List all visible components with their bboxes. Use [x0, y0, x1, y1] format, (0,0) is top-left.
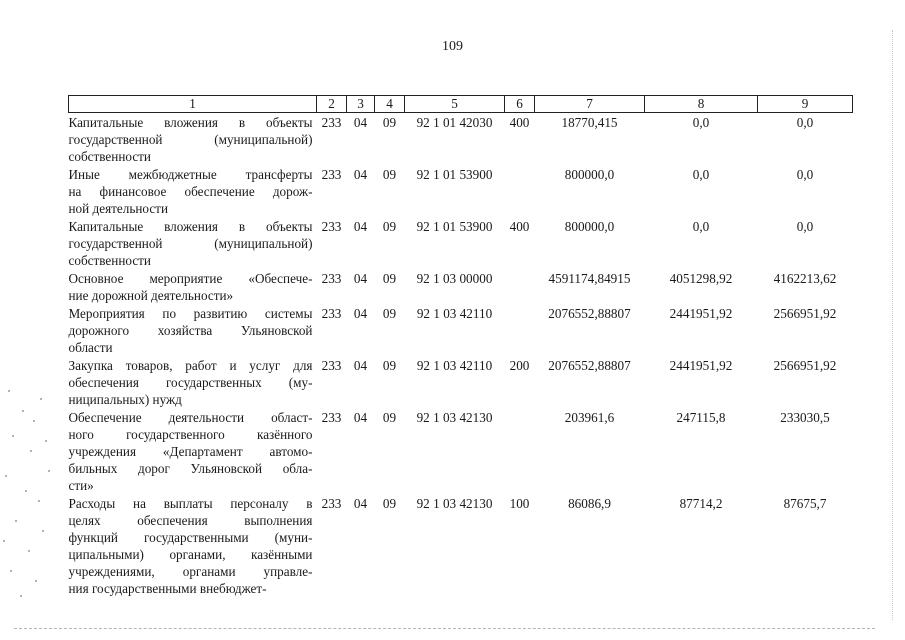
noise-dot: [8, 390, 10, 392]
target-article-code: 92 1 03 42110: [416, 358, 493, 373]
description-line: учреждениями, органами управле-: [68, 564, 313, 579]
description-line: учреждения «Департамент автомо-: [68, 444, 313, 459]
subsection-code: 09: [382, 271, 397, 286]
target-article-code: 92 1 03 42110: [416, 306, 493, 321]
budget-table-container: [68, 95, 852, 597]
amount-col-7: 18770,415: [561, 115, 618, 130]
description-line: целях обеспечения выполнения: [68, 513, 313, 528]
expense-type-code: 400: [509, 115, 530, 130]
noise-dot: [25, 490, 27, 492]
description-line: ниципальных) нужд: [68, 392, 182, 407]
amount-col-7: 203961,6: [564, 410, 615, 425]
expense-type-code: [505, 165, 535, 217]
section-code: 04: [353, 271, 368, 286]
amount-col-8: 0,0: [692, 115, 710, 130]
description-line: Закупка товаров, работ и услуг для: [68, 358, 313, 373]
description-line: ципальными) органами, казёнными: [68, 547, 313, 562]
noise-dot: [40, 398, 42, 400]
expense-type-code: 200: [509, 358, 530, 373]
noise-dot: [42, 530, 44, 532]
subsection-code: 09: [382, 496, 397, 511]
header-cell-6: 6: [505, 96, 535, 113]
description-line: государственной (муниципальной): [68, 236, 313, 251]
noise-dot: [28, 550, 30, 552]
amount-col-8: 87714,2: [679, 496, 723, 511]
amount-col-9: 0,0: [796, 219, 814, 234]
row-description: [69, 304, 317, 356]
table-row: [69, 269, 853, 304]
amount-col-8: 2441951,92: [669, 358, 733, 373]
table-body: [69, 113, 853, 598]
amount-col-7: 86086,9: [568, 496, 611, 511]
header-cell-5: 5: [405, 96, 505, 113]
section-code: 04: [353, 115, 368, 130]
chapter-code: 233: [321, 496, 342, 511]
target-article-code: 92 1 03 00000: [416, 271, 493, 286]
noise-dot: [10, 570, 12, 572]
description-line: дорожного хозяйства Ульяновской: [68, 323, 313, 338]
amount-col-8: 2441951,92: [669, 306, 733, 321]
description-line: собственности: [68, 253, 151, 268]
noise-dot: [35, 580, 37, 582]
subsection-code: 09: [382, 306, 397, 321]
chapter-code: 233: [321, 410, 342, 425]
subsection-code: 09: [382, 358, 397, 373]
target-article-code: 92 1 01 42030: [416, 115, 493, 130]
table-row: [69, 165, 853, 217]
description-line: Основное мероприятие «Обеспече-: [68, 271, 313, 286]
row-description: [69, 113, 317, 166]
table-row: [69, 356, 853, 408]
expense-type-code: 100: [509, 496, 530, 511]
noise-dot: [20, 595, 22, 597]
row-description: [69, 165, 317, 217]
header-cell-4: 4: [375, 96, 405, 113]
description-line: Капитальные вложения в объекты: [68, 115, 313, 130]
chapter-code: 233: [321, 271, 342, 286]
expense-type-code: [505, 304, 535, 356]
row-description: [69, 217, 317, 269]
target-article-code: 92 1 03 42130: [416, 410, 493, 425]
description-line: обеспечения государственных (му-: [68, 375, 313, 390]
amount-col-9: 87675,7: [783, 496, 827, 511]
description-line: бильных дорог Ульяновской обла-: [68, 461, 313, 476]
page-number: 109: [442, 39, 463, 54]
row-description: [69, 408, 317, 494]
chapter-code: 233: [321, 306, 342, 321]
amount-col-7: 2076552,88807: [548, 306, 631, 321]
header-cell-2: 2: [317, 96, 347, 113]
section-code: 04: [353, 496, 368, 511]
description-line: области: [68, 340, 113, 355]
description-line: ной деятельности: [68, 201, 168, 216]
table-row: [69, 217, 853, 269]
header-cell-3: 3: [347, 96, 375, 113]
amount-col-9: 0,0: [796, 115, 814, 130]
scan-edge-line: [892, 30, 893, 620]
amount-col-9: 4162213,62: [773, 271, 837, 286]
header-cell-1: 1: [69, 96, 317, 113]
description-line: Расходы на выплаты персоналу в: [68, 496, 313, 511]
description-line: ного государственного казённого: [68, 427, 313, 442]
target-article-code: 92 1 01 53900: [416, 219, 493, 234]
scan-margin-noise: [0, 380, 60, 620]
description-line: Обеспечение деятельности област-: [68, 410, 313, 425]
header-cell-7: 7: [535, 96, 645, 113]
amount-col-8: 4051298,92: [669, 271, 733, 286]
table-row: [69, 494, 853, 597]
row-description: [69, 356, 317, 408]
subsection-code: 09: [382, 167, 397, 182]
noise-dot: [33, 420, 35, 422]
subsection-code: 09: [382, 115, 397, 130]
amount-col-7: 2076552,88807: [548, 358, 631, 373]
description-line: ния государственными внебюджет-: [68, 581, 267, 596]
amount-col-8: 0,0: [692, 219, 710, 234]
amount-col-7: 800000,0: [564, 219, 615, 234]
amount-col-8: 247115,8: [676, 410, 726, 425]
description-line: на финансовое обеспечение дорож-: [68, 184, 313, 199]
budget-table: [68, 95, 853, 597]
subsection-code: 09: [382, 410, 397, 425]
noise-dot: [12, 435, 14, 437]
noise-dot: [3, 540, 5, 542]
amount-col-8: 0,0: [692, 167, 710, 182]
section-code: 04: [353, 219, 368, 234]
noise-dot: [30, 450, 32, 452]
expense-type-code: [505, 408, 535, 494]
noise-dot: [5, 475, 7, 477]
row-description: [69, 269, 317, 304]
header-cell-8: 8: [645, 96, 758, 113]
table-row: [69, 113, 853, 166]
table-row: [69, 304, 853, 356]
chapter-code: 233: [321, 115, 342, 130]
expense-type-code: [505, 269, 535, 304]
description-line: Мероприятия по развитию системы: [68, 306, 313, 321]
amount-col-9: 2566951,92: [773, 306, 837, 321]
noise-dot: [22, 410, 24, 412]
target-article-code: 92 1 01 53900: [416, 167, 493, 182]
expense-type-code: 400: [509, 219, 530, 234]
noise-dot: [38, 500, 40, 502]
chapter-code: 233: [321, 167, 342, 182]
amount-col-7: 4591174,84915: [548, 271, 631, 286]
amount-col-9: 233030,5: [780, 410, 830, 425]
section-code: 04: [353, 306, 368, 321]
description-line: государственной (муниципальной): [68, 132, 313, 147]
subsection-code: 09: [382, 219, 397, 234]
section-code: 04: [353, 410, 368, 425]
chapter-code: 233: [321, 219, 342, 234]
noise-dot: [48, 470, 50, 472]
description-line: Капитальные вложения в объекты: [68, 219, 313, 234]
description-line: собственности: [68, 149, 151, 164]
chapter-code: 233: [321, 358, 342, 373]
target-article-code: 92 1 03 42130: [416, 496, 493, 511]
table-header: [69, 96, 853, 113]
amount-col-9: 2566951,92: [773, 358, 837, 373]
header-row: [69, 96, 853, 113]
description-line: Иные межбюджетные трансферты: [68, 167, 313, 182]
noise-dot: [15, 520, 17, 522]
table-row: [69, 408, 853, 494]
description-line: функций государственными (муни-: [68, 530, 313, 545]
scan-bottom-edge: [14, 628, 875, 629]
amount-col-7: 800000,0: [564, 167, 615, 182]
section-code: 04: [353, 358, 368, 373]
header-cell-9: 9: [758, 96, 853, 113]
description-line: ние дорожной деятельности»: [68, 288, 234, 303]
row-description: [69, 494, 317, 597]
noise-dot: [45, 440, 47, 442]
section-code: 04: [353, 167, 368, 182]
amount-col-9: 0,0: [796, 167, 814, 182]
description-line: сти»: [68, 478, 94, 493]
